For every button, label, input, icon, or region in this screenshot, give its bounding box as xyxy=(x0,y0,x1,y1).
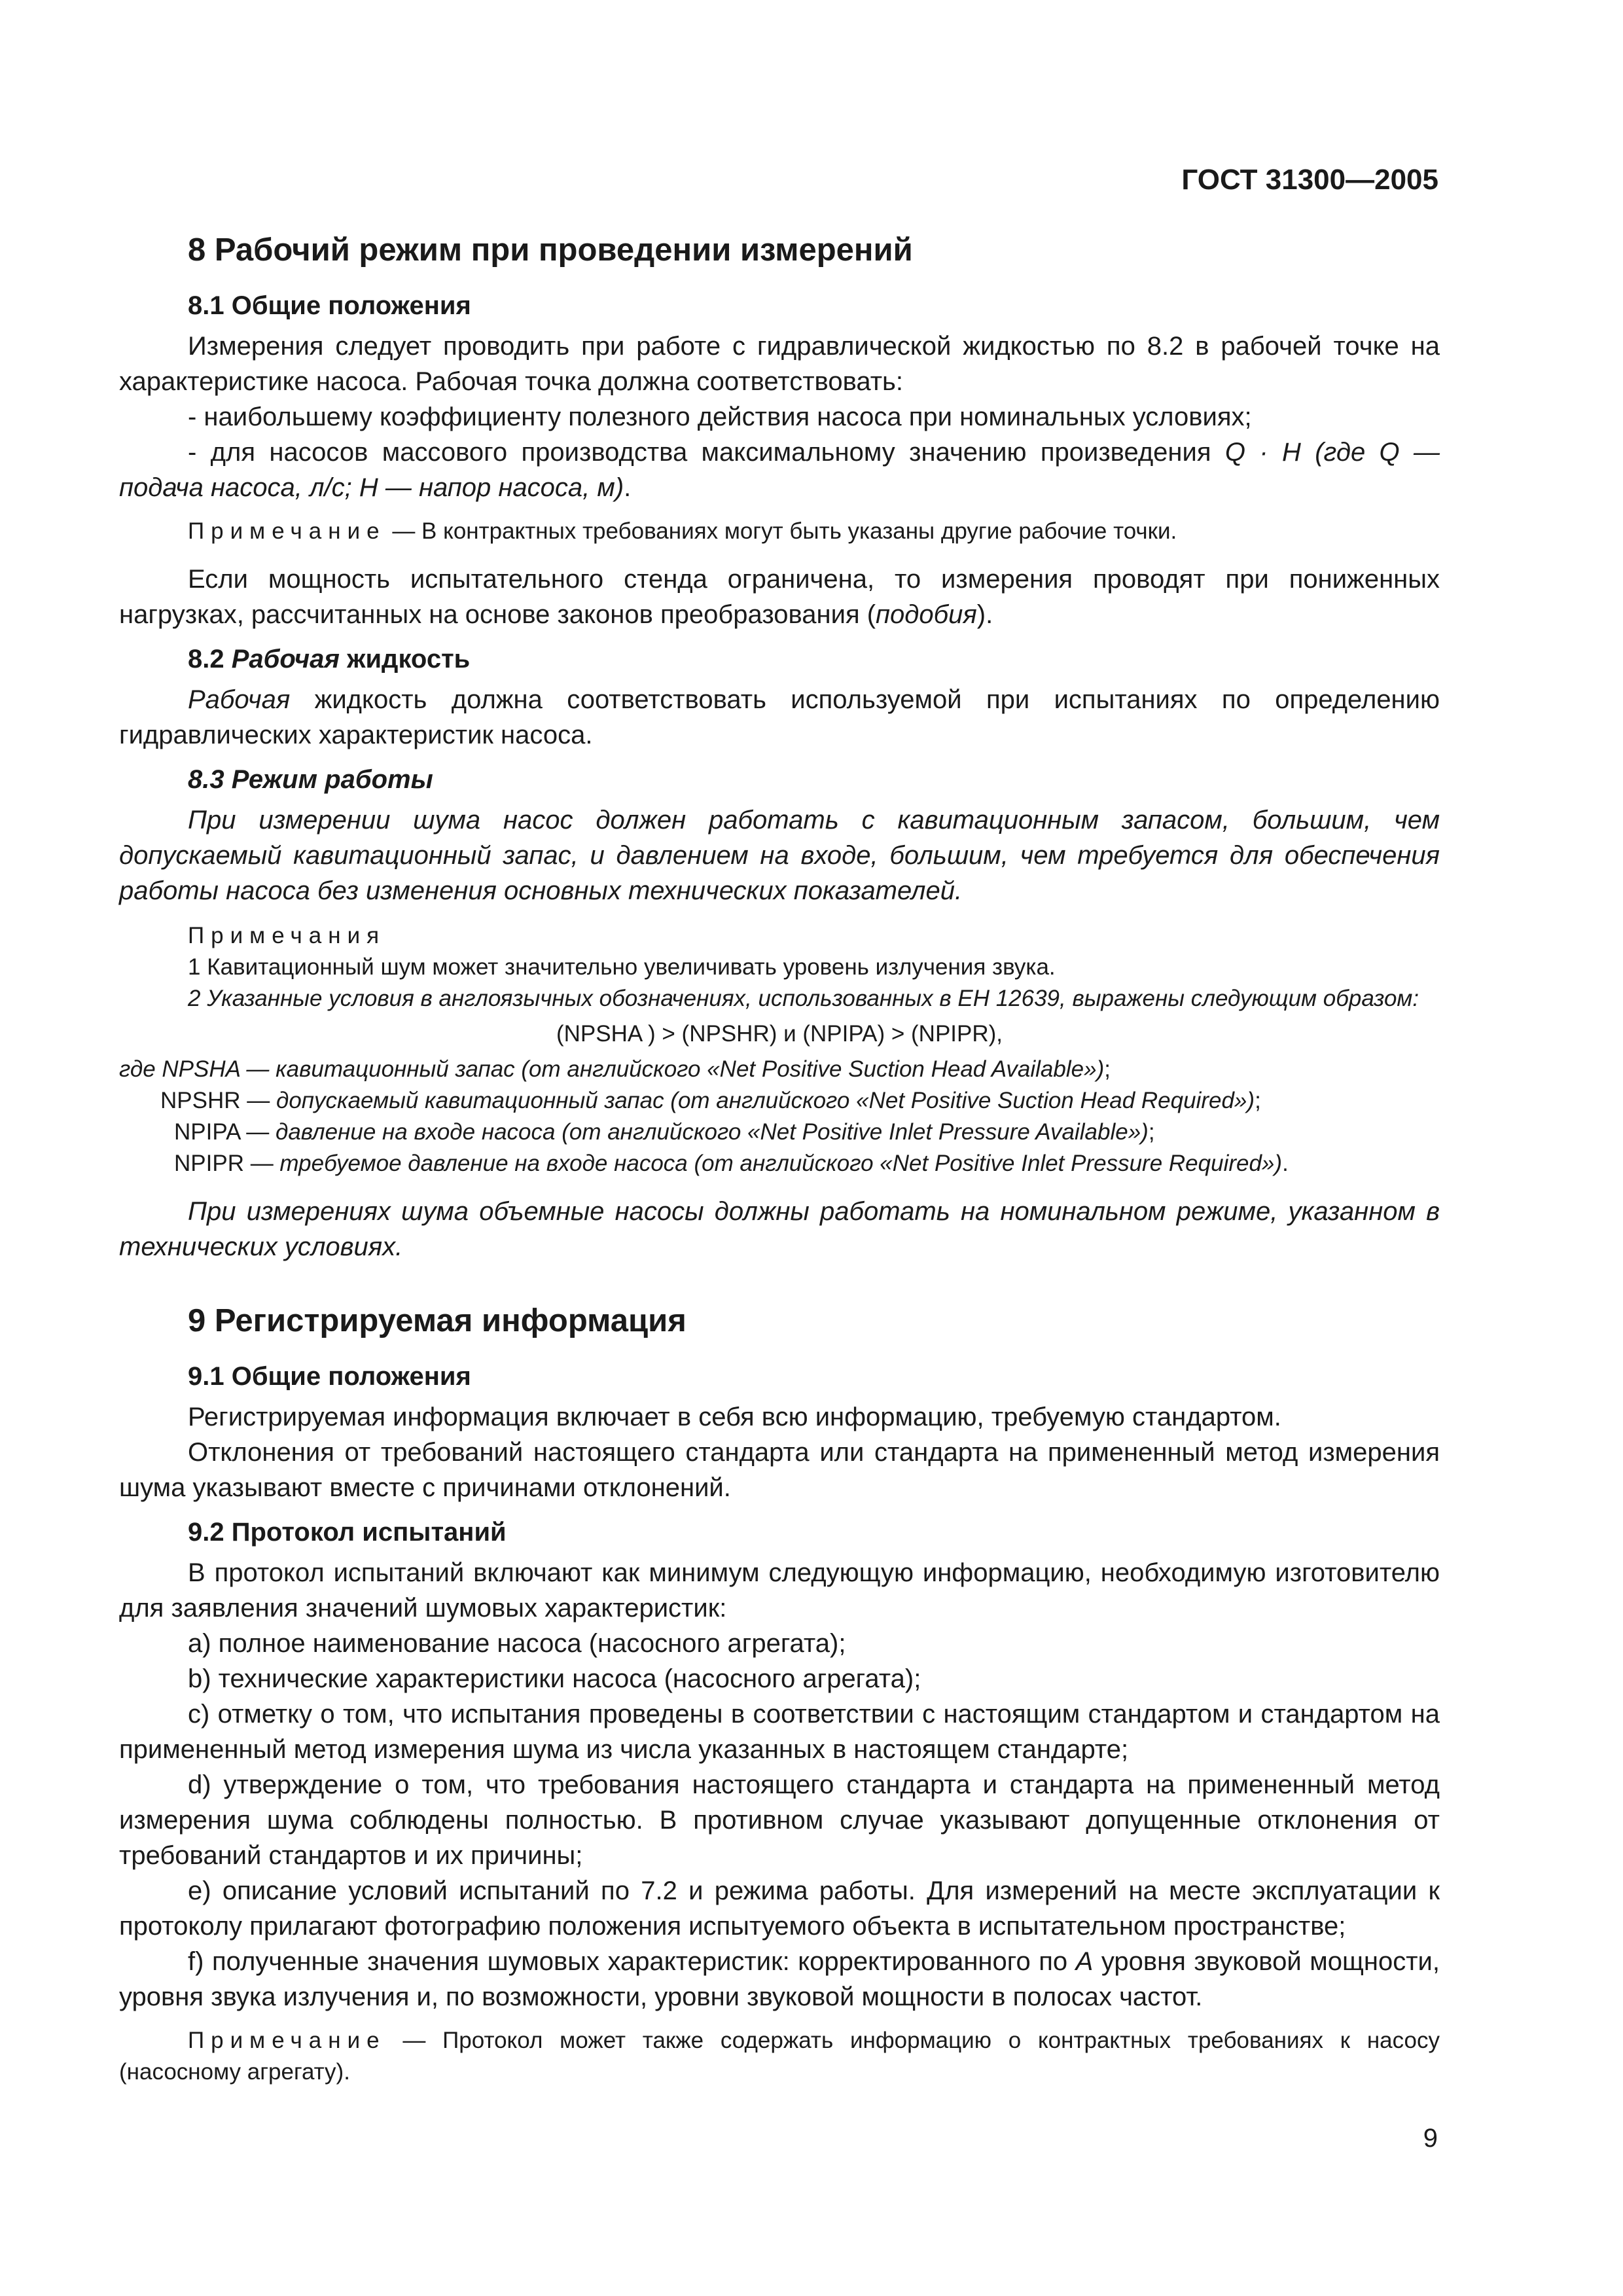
bullet-end: . xyxy=(624,473,632,502)
note-contract-points xyxy=(119,516,1440,547)
definition-npsha xyxy=(119,1054,1440,1085)
page-content xyxy=(119,230,1440,2088)
limited-power-end: ). xyxy=(976,600,993,629)
list-item-f xyxy=(119,1944,1440,2015)
bullet-mass-production-text: - для насосов массового производства максимальному значению произведения xyxy=(188,438,1225,467)
qh-definition: (где Q — подача насоса, л/с; H — напор насоса, м) xyxy=(119,438,1440,502)
section-8-2-heading xyxy=(119,641,1440,677)
definition-npshr xyxy=(119,1085,1440,1117)
list-item-c: c) отметку о том, что испытания проведены в соответствии с настоящим стандартом и стандартом на примененный метод измерения шума из числа указанных в настоящем стандарте; xyxy=(119,1700,1440,1764)
npsh-formula: (NPSHA ) > (NPSHR) и (NPIPA) > (NPIPR), xyxy=(556,1021,1003,1047)
def-npshr-text: допускаемый кавитационный запас (от английского «Net Positive Suction Head Required») xyxy=(276,1088,1255,1113)
paragraph-limited-power xyxy=(119,562,1440,632)
list-item-f-end: уровня звуковой мощности, уровня звука излучения и, по возможности, уровни звуковой мощности в полосах частот. xyxy=(119,1947,1440,2011)
section-9-heading: 9 Регистрируемая информация xyxy=(188,1303,687,1338)
def-npsha-text: кавитационный запас (от английского «Net Positive Suction Head Available») xyxy=(276,1056,1105,1082)
def-npsha-lead: где NPSHA — xyxy=(119,1056,276,1082)
section-8-2-title-rest: жидкость xyxy=(339,645,471,673)
note-1: 1 Кавитационный шум может значительно увеличивать уровень излучения звука. xyxy=(188,954,1056,980)
section-8-2-paragraph xyxy=(119,682,1440,753)
def-npipr-end: . xyxy=(1282,1151,1289,1176)
section-8-1-paragraph: Измерения следует проводить при работе с гидравлической жидкостью по 8.2 в рабочей точке на характеристике насоса. Рабочая точка должна соответствовать: xyxy=(119,332,1440,396)
section-8-2-text: жидкость должна соответствовать используемой при испытаниях по определению гидравлических характеристик насоса. xyxy=(119,685,1440,749)
def-npipr-lead: NPIPR — xyxy=(174,1151,280,1176)
note-protocol-text: — Протокол может также содержать информацию о контрактных требованиях к насосу (насосному агрегату). xyxy=(119,2028,1440,2085)
qh-product: Q · H xyxy=(1224,438,1301,467)
def-npsha-end: ; xyxy=(1104,1056,1111,1082)
def-npipr-text: требуемое давление на входе насоса (от английского «Net Positive Inlet Pressure Required») xyxy=(279,1151,1283,1176)
notes-heading: Примечания xyxy=(188,923,386,948)
def-npipa-text: давление на входе насоса (от английского «Net Positive Inlet Pressure Available») xyxy=(275,1119,1149,1145)
section-8-3-paragraph: При измерении шума насос должен работать с кавитационным запасом, большим, чем допускаемый кавитационный запас, и давлением на входе, большим, чем требуется для обеспечения работы насоса без изменения основных технических показателей. xyxy=(119,806,1440,905)
section-8-2-title-italic: Рабочая xyxy=(231,645,340,673)
volumetric-pumps-paragraph: При измерениях шума объемные насосы должны работать на номинальном режиме, указанном в технических условиях. xyxy=(119,1197,1440,1261)
list-item-b: b) технические характеристики насоса (насосного агрегата); xyxy=(188,1664,921,1693)
def-npshr-end: ; xyxy=(1255,1088,1261,1113)
section-8-3-heading: 8.3 Режим работы xyxy=(188,765,433,794)
list-item-d: d) утверждение о том, что требования настоящего стандарта и стандарта на примененный метод измерения шума соблюдены полностью. В противном случае указывают допущенные отклонения от требований стандартов и их причины; xyxy=(119,1770,1440,1870)
list-item-a: a) полное наименование насоса (насосного агрегата); xyxy=(188,1629,846,1658)
note-label: Примечание xyxy=(188,518,386,544)
similarity-term: подобия xyxy=(876,600,977,629)
def-npshr-lead: NPSHR — xyxy=(160,1088,276,1113)
note-text: — В контрактных требованиях могут быть указаны другие рабочие точки. xyxy=(385,518,1177,544)
def-npipa-end: ; xyxy=(1148,1119,1155,1145)
section-9-1-paragraph-1: Регистрируемая информация включает в себя всю информацию, требуемую стандартом. xyxy=(188,1403,1281,1431)
a-weighting-letter: А xyxy=(1075,1947,1094,1976)
definition-npipr xyxy=(119,1148,1440,1179)
section-8-1-heading: 8.1 Общие положения xyxy=(188,291,471,320)
list-item-f-text: f) полученные значения шумовых характеристик: корректированного по xyxy=(188,1947,1076,1976)
bullet-mass-production xyxy=(119,435,1440,505)
note-protocol-label: Примечание xyxy=(188,2028,386,2053)
section-8-heading: 8 Рабочий режим при проведении измерений xyxy=(188,232,913,268)
section-8-2-number: 8.2 xyxy=(188,645,232,673)
definition-npipa xyxy=(119,1117,1440,1148)
section-9-1-paragraph-2: Отклонения от требований настоящего стандарта или стандарта на примененный метод измерения шума указывают вместе с причинами отклонений. xyxy=(119,1438,1440,1502)
working-term: Рабочая xyxy=(188,685,291,714)
section-9-2-heading: 9.2 Протокол испытаний xyxy=(188,1518,507,1547)
def-npipa-lead: NPIPA — xyxy=(174,1119,276,1145)
list-item-e: e) описание условий испытаний по 7.2 и режима работы. Для измерений на месте эксплуатации к протоколу прилагают фотографию положения испытуемого объекта в испытательном пространстве; xyxy=(119,1876,1440,1941)
standard-designation: ГОСТ 31300—2005 xyxy=(1181,164,1438,196)
note-2: 2 Указанные условия в англоязычных обозначениях, использованных в ЕН 12639, выражены следующим образом: xyxy=(188,986,1419,1011)
page-number: 9 xyxy=(1423,2124,1438,2153)
section-9-2-paragraph: В протокол испытаний включают как минимум следующую информацию, необходимую изготовителю для заявления значений шумовых характеристик: xyxy=(119,1558,1440,1623)
note-protocol xyxy=(119,2025,1440,2088)
section-9-1-heading: 9.1 Общие положения xyxy=(188,1362,471,1391)
limited-power-text: Если мощность испытательного стенда ограничена, то измерения проводят при пониженных нагрузках, рассчитанных на основе законов преобразования ( xyxy=(119,565,1440,629)
bullet-efficiency: - наибольшему коэффициенту полезного действия насоса при номинальных условиях; xyxy=(188,403,1252,431)
